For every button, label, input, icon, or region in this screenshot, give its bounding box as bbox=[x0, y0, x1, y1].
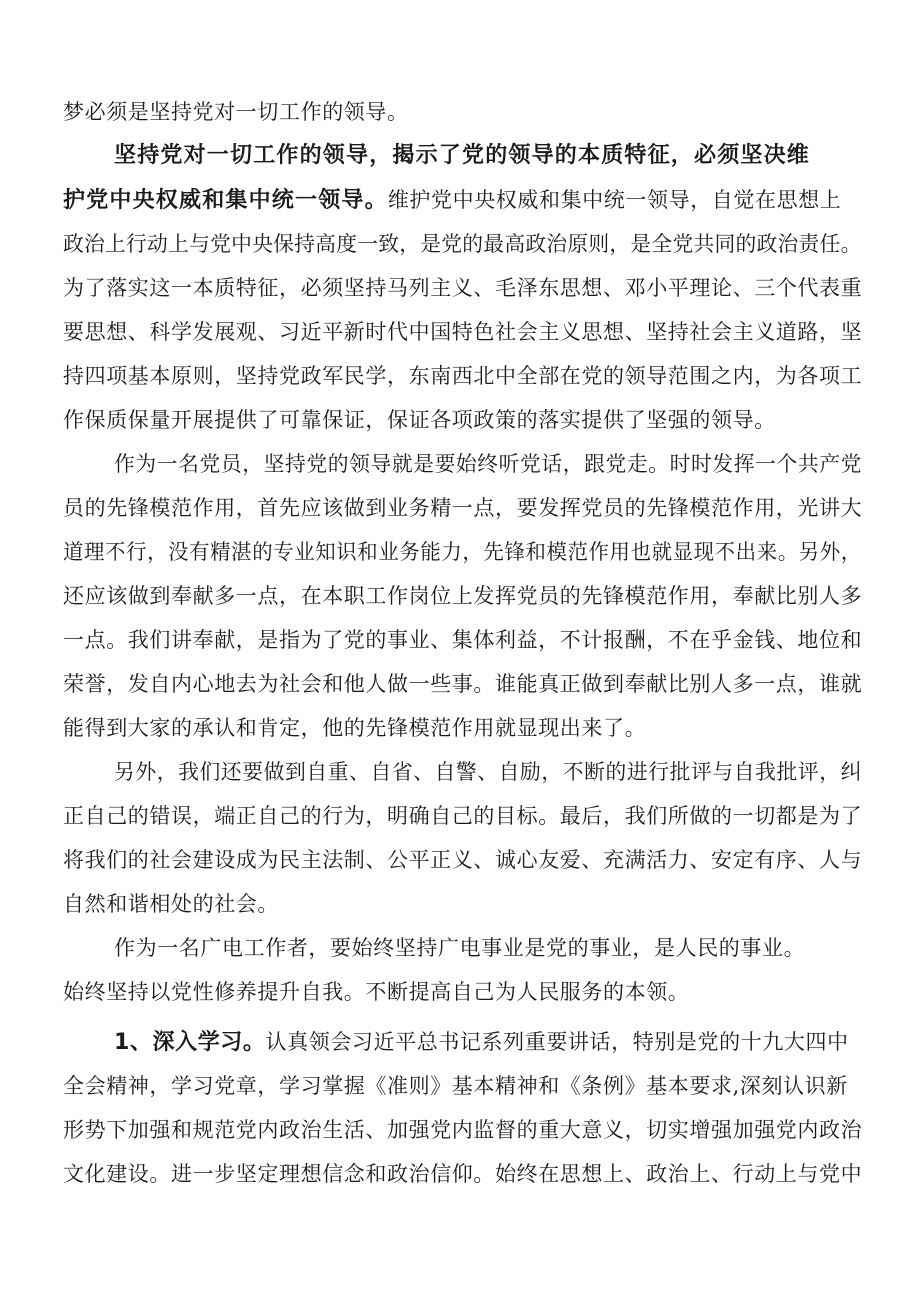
paragraph-2-line-7: 能得到大家的承认和肯定，他的先锋模范作用就显现出来了。 bbox=[63, 716, 647, 740]
paragraph-2-line-2: 员的先锋模范作用，首先应该做到业务精一点，要发挥党员的先锋模范作用，光讲大 bbox=[63, 496, 863, 520]
paragraph-6-line-3: 形势下加强和规范党内政治生活、加强党内监督的重大意义，切实增强加强党内政治 bbox=[63, 1118, 863, 1142]
paragraph-2-line-3: 道理不行，没有精湛的专业知识和业务能力，先锋和模范作用也就显现不出来。另外， bbox=[63, 540, 862, 564]
paragraph-4-line-1: 作为一名广电工作者，要始终坚持广电事业是党的事业，是人民的事业。 bbox=[114, 936, 806, 960]
section-heading: 1、深入学习。 bbox=[114, 1030, 266, 1055]
paragraph-3-line-2: 正自己的错误，端正自己的行为，明确自己的目标。最后，我们所做的一切都是为了 bbox=[63, 804, 863, 828]
paragraph-1-line-5: 要思想、科学发展观、习近平新时代中国特色社会主义思想、坚持社会主义道路，坚 bbox=[63, 320, 863, 344]
paragraph-6-line-4: 文化建设。进一步坚定理想信念和政治信仰。始终在思想上、政治上、行动上与党中 bbox=[63, 1162, 863, 1186]
paragraph-2-line-4: 还应该做到奉献多一点，在本职工作岗位上发挥党员的先锋模范作用，奉献比别人多 bbox=[63, 584, 863, 608]
paragraph-5-line-1: 始终坚持以党性修养提升自我。不断提高自己为人民服务的本领。 bbox=[63, 980, 690, 1004]
paragraph-2-line-6: 荣誉，发自内心地去为社会和他人做一些事。谁能真正做到奉献比别人多一点，谁就 bbox=[63, 672, 863, 696]
paragraph-6-line-1 bbox=[114, 1027, 849, 1058]
paragraph-1-line-6: 持四项基本原则，坚持党政军民学，东南西北中全部在党的领导范围之内，为各项工 bbox=[63, 364, 863, 388]
paragraph-6-line-2: 全会精神，学习党章，学习掌握《准则》基本精神和《条例》基本要求,深刻认识新 bbox=[63, 1074, 848, 1098]
paragraph-2-line-5: 一点。我们讲奉献，是指为了党的事业、集体利益，不计报酬，不在乎金钱、地位和 bbox=[63, 628, 863, 652]
paragraph-2-line-1: 作为一名党员，坚持党的领导就是要始终听党话，跟党走。时时发挥一个共产党 bbox=[114, 452, 862, 476]
paragraph-1-line-2 bbox=[63, 185, 841, 216]
paragraph-0-line-1: 梦必须是坚持党对一切工作的领导。 bbox=[63, 100, 409, 124]
paragraph-1-bold-lead: 护党中央权威和集中统一领导。 bbox=[63, 188, 388, 213]
paragraph-1-bold-line-1: 坚持党对一切工作的领导，揭示了党的领导的本质特征，必须坚决维 bbox=[114, 143, 811, 168]
paragraph-1-line-4: 为了落实这一本质特征，必须坚持马列主义、毛泽东思想、邓小平理论、三个代表重 bbox=[63, 276, 863, 300]
paragraph-1-line-3: 政治上行动上与党中央保持高度一致，是党的最高政治原则，是全党共同的政治责任。 bbox=[63, 232, 862, 256]
paragraph-6-line-1-rest: 认真领会习近平总书记系列重要讲话，特别是党的十九大四中 bbox=[265, 1030, 849, 1054]
paragraph-3-line-3: 将我们的社会建设成为民主法制、公平正义、诚心友爱、充满活力、安定有序、人与 bbox=[63, 848, 863, 872]
paragraph-1-line-2-rest: 维护党中央权威和集中统一领导，自觉在思想上 bbox=[387, 188, 842, 212]
paragraph-1-line-7: 作保质保量开展提供了可靠保证，保证各项政策的落实提供了坚强的领导。 bbox=[63, 408, 776, 432]
paragraph-3-line-1: 另外，我们还要做到自重、自省、自警、自励，不断的进行批评与自我批评，纠 bbox=[114, 760, 862, 784]
paragraph-3-line-4: 自然和谐相处的社会。 bbox=[63, 892, 279, 916]
